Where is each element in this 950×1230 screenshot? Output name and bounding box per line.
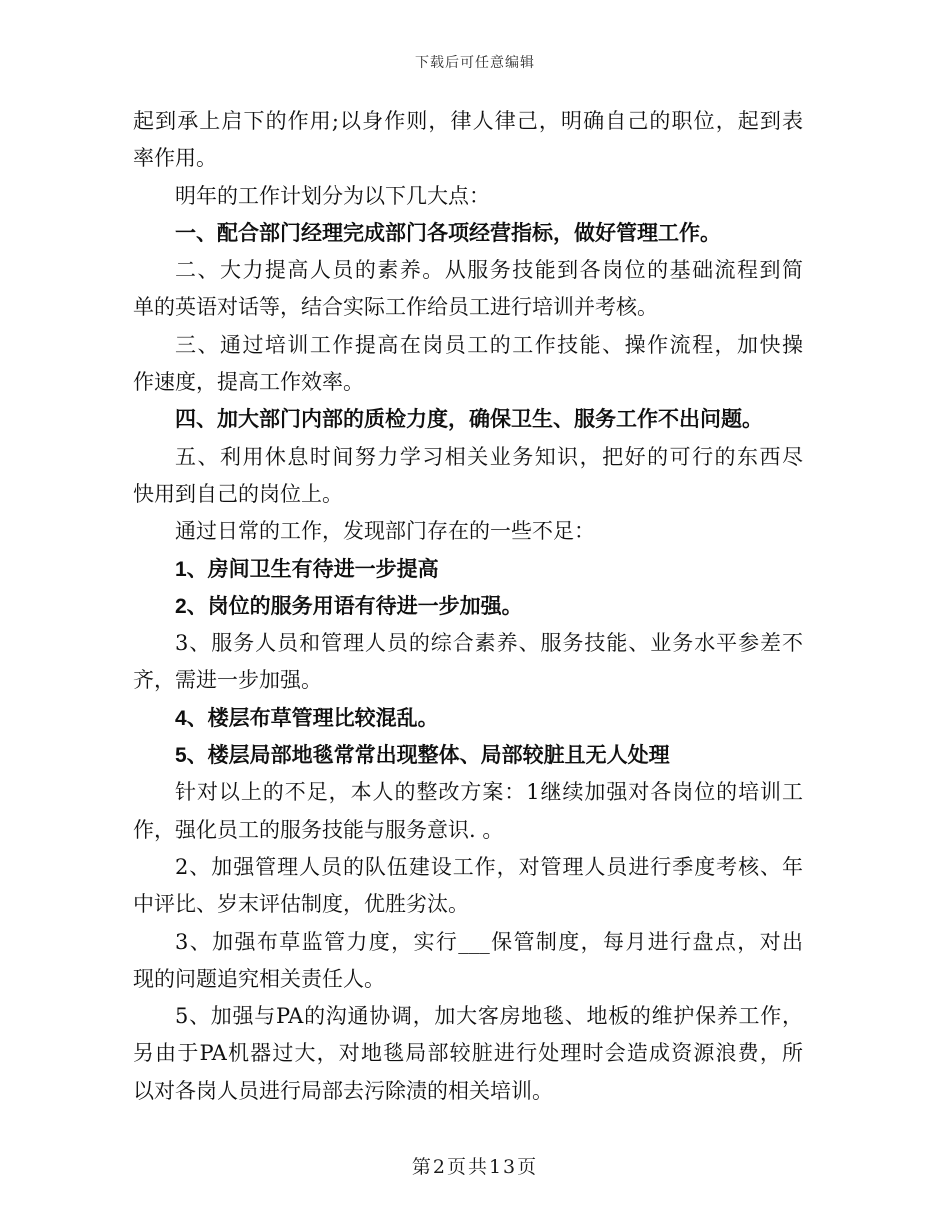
text-line: 中评比、岁末评估制度，优胜劣汰。	[133, 892, 469, 917]
text-line: 3、加强布草监管力度，实行___保管制度，每月进行盘点，对出	[175, 929, 803, 954]
text-line: 另由于PA机器过大，对地毯局部较脏进行处理时会造成资源浪费，所	[133, 1041, 803, 1066]
text-line: 现的问题追究相关责任人。	[133, 966, 385, 991]
text-line: 一、配合部门经理完成部门各项经营指标，做好管理工作。	[175, 221, 721, 245]
text-line: 5、加强与PA的沟通协调，加大客房地毯、地板的维护保养工作，	[175, 1004, 803, 1029]
text-line: 针对以上的不足，本人的整改方案：1继续加强对各岗位的培训工	[175, 780, 803, 805]
text-line: 单的英语对话等，结合实际工作给员工进行培训并考核。	[133, 295, 658, 320]
document-body	[133, 103, 803, 1110]
text-line: 5、楼层局部地毯常常出现整体、局部较脏且无人处理	[175, 744, 670, 768]
text-line: 起到承上启下的作用;以身作则，律人律己，明确自己的职位，起到表	[133, 109, 803, 133]
text-line: 3、服务人员和管理人员的综合素养、服务技能、业务水平参差不	[175, 631, 803, 656]
text-line: 五、利用休息时间努力学习相关业务知识，把好的可行的东西尽	[175, 444, 803, 469]
text-line: 4、楼层布草管理比较混乱。	[175, 706, 439, 730]
text-line: 1、房间卫生有待进一步提高	[175, 557, 439, 581]
text-line: 作速度，提高工作效率。	[133, 370, 364, 395]
text-line: 作，强化员工的服务技能与服务意识. 。	[133, 817, 504, 842]
text-line: 2、加强管理人员的队伍建设工作，对管理人员进行季度考核、年	[175, 854, 803, 879]
page-header-watermark: 下载后可任意编辑	[415, 55, 535, 71]
text-line: 2、岗位的服务用语有待进一步加强。	[175, 594, 523, 618]
text-line: 率作用。	[133, 146, 217, 171]
text-line: 齐，需进一步加强。	[133, 668, 322, 693]
text-line: 通过日常的工作，发现部门存在的一些不足：	[175, 519, 595, 544]
text-line: 四、加大部门内部的质检力度，确保卫生、服务工作不出问题。	[175, 408, 763, 432]
text-line: 以对各岗人员进行局部去污除渍的相关培训。	[133, 1078, 553, 1103]
text-line: 二、大力提高人员的素养。从服务技能到各岗位的基础流程到简	[175, 258, 803, 283]
text-line: 三、通过培训工作提高在岗员工的工作技能、操作流程，加快操	[175, 332, 803, 357]
page-number-footer: 第2页共13页	[411, 1156, 539, 1178]
text-line: 明年的工作计划分为以下几大点：	[175, 183, 490, 208]
text-line: 快用到自己的岗位上。	[133, 481, 343, 506]
